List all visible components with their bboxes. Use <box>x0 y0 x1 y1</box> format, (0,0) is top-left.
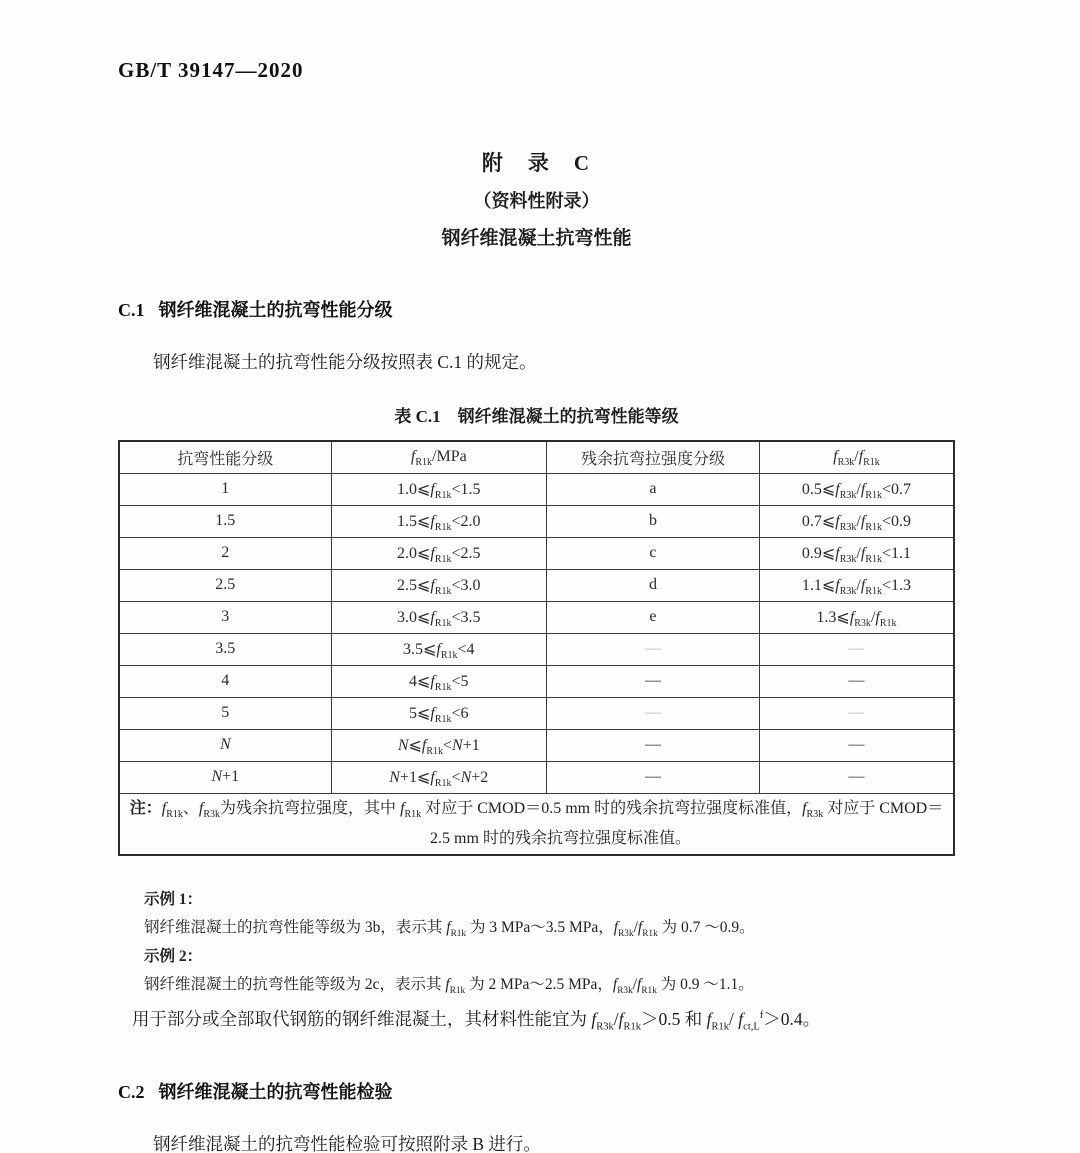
table-cell: b <box>547 505 760 537</box>
example-1-text: 钢纤维混凝土的抗弯性能等级为 3b，表示其 $f_{R1k}$ 为 3 MPa～3.5 MPa，$f_{R3k}/f_{R1k}$ 为 0.7 ～0.9。 <box>144 919 755 940</box>
table-header-cell: $f_{R3k}/f_{R1k}$ <box>759 441 954 474</box>
table-cell: e <box>547 601 760 633</box>
note-body: $f_{R1k}$、$f_{R3k}$为残余抗弯拉强度，其中 $f_{R1k}$ 对应于 CMOD＝0.5 mm 时的残余抗弯拉强度标准值，$f_{R3k}$ 对应于 CMOD＝2.5 mm 时的残余抗弯拉强度标准值。 <box>161 799 944 848</box>
table-cell: $4⩽f_{R1k}<5$ <box>331 665 546 697</box>
table-row <box>119 729 954 761</box>
table-row <box>119 633 954 665</box>
table-cell: — <box>759 665 954 697</box>
examples-block <box>144 886 955 999</box>
table-header-row <box>119 441 954 474</box>
appendix-label: 附 录 C <box>481 151 592 175</box>
example-2-label: 示例 2： <box>144 948 203 966</box>
table-cell: 5 <box>119 697 331 729</box>
section-c2-paragraph: 钢纤维混凝土的抗弯性能检验可按照附录 B 进行。 <box>153 1134 541 1153</box>
table-row <box>119 537 954 569</box>
table-cell: 2 <box>119 537 331 569</box>
table-note-row <box>119 793 954 855</box>
table-cell: 4 <box>119 665 331 697</box>
table-cell: — <box>547 697 760 729</box>
table-header-cell: 抗弯性能分级 <box>119 441 331 474</box>
table-cell: — <box>547 729 760 761</box>
section-c1-title: 钢纤维混凝土的抗弯性能分级 <box>158 300 393 320</box>
table-cell: — <box>759 729 954 761</box>
table-cell: 1 <box>119 473 331 505</box>
table-cell: — <box>759 761 954 793</box>
table-cell: — <box>547 761 760 793</box>
flexural-grade-table <box>118 440 955 857</box>
table-cell: $3.0⩽f_{R1k}<3.5$ <box>331 601 546 633</box>
section-c1-number: C.1 <box>118 300 145 320</box>
table-cell: $0.9⩽f_{R3k}/f_{R1k}<1.1$ <box>759 537 954 569</box>
table-row <box>119 697 954 729</box>
table-cell: $1.5⩽f_{R1k}<2.0$ <box>331 505 546 537</box>
table-note-cell <box>119 793 954 855</box>
table-cell: a <box>547 473 760 505</box>
table-cell: $5⩽f_{R1k}<6$ <box>331 697 546 729</box>
table-cell: c <box>547 537 760 569</box>
table-cell: $2.0⩽f_{R1k}<2.5$ <box>331 537 546 569</box>
table-cell: 2.5 <box>119 569 331 601</box>
table-cell: 3.5 <box>119 633 331 665</box>
table-cell: $1.3⩽f_{R3k}/f_{R1k}$ <box>759 601 954 633</box>
table-cell: $0.5⩽f_{R3k}/f_{R1k}<0.7$ <box>759 473 954 505</box>
table-cell: — <box>547 665 760 697</box>
table-cell: 3 <box>119 601 331 633</box>
table-row <box>119 761 954 793</box>
table-cell: d <box>547 569 760 601</box>
section-c2-title: 钢纤维混凝土的抗弯性能检验 <box>158 1082 393 1103</box>
table-cell: — <box>759 697 954 729</box>
table-cell: $2.5⩽f_{R1k}<3.0$ <box>331 569 546 601</box>
example-2-text: 钢纤维混凝土的抗弯性能等级为 2c，表示其 $f_{R1k}$ 为 2 MPa～2.5 MPa，$f_{R3k}/f_{R1k}$ 为 0.9 ～1.1。 <box>144 976 754 997</box>
section-c2-number: C.2 <box>118 1082 145 1103</box>
table-cell: N <box>119 729 331 761</box>
table-row <box>119 505 954 537</box>
appendix-title-block <box>118 147 955 250</box>
replacement-paragraph: 用于部分或全部取代钢筋的钢纤维混凝土，其材料性能宜为 $f_{R3k}/f_{R1k}>0.5$ 和 $f_{R1k}/$ $f_{ct,L}^f>0.4$。 <box>132 1008 821 1033</box>
table-cell: $0.7⩽f_{R3k}/f_{R1k}<0.9$ <box>759 505 954 537</box>
standard-number: GB/T 39147—2020 <box>118 58 304 82</box>
appendix-subtitle: （资料性附录） <box>473 191 600 211</box>
table-row <box>119 665 954 697</box>
table-cell: — <box>759 633 954 665</box>
note-label: 注： <box>129 799 162 817</box>
table-header-cell: 残余抗弯拉强度分级 <box>547 441 760 474</box>
table-note <box>124 794 949 855</box>
section-c1-paragraph: 钢纤维混凝土的抗弯性能分级按照表 C.1 的规定。 <box>153 352 537 372</box>
table-cell: 1.5 <box>119 505 331 537</box>
table-header-cell: $f_{R1k}$/MPa <box>331 441 546 474</box>
table-cell: $N⩽f_{R1k}<N+1$ <box>331 729 546 761</box>
section-c2-heading <box>118 1078 955 1104</box>
table-row <box>119 601 954 633</box>
section-c1-heading <box>118 296 955 322</box>
table-body <box>119 473 954 793</box>
table-row <box>119 473 954 505</box>
table-caption: 表 C.1 钢纤维混凝土的抗弯性能等级 <box>394 406 679 426</box>
table-cell: $3.5⩽f_{R1k}<4$ <box>331 633 546 665</box>
table-cell: $1.0⩽f_{R1k}<1.5$ <box>331 473 546 505</box>
table-cell: N+1 <box>119 761 331 793</box>
appendix-heading: 钢纤维混凝土抗弯性能 <box>441 228 632 249</box>
table-cell: — <box>547 633 760 665</box>
table-cell: $N+1⩽f_{R1k}<N+2$ <box>331 761 546 793</box>
table-row <box>119 569 954 601</box>
example-1-label: 示例 1： <box>144 891 203 909</box>
table-cell: $1.1⩽f_{R3k}/f_{R1k}<1.3$ <box>759 569 954 601</box>
